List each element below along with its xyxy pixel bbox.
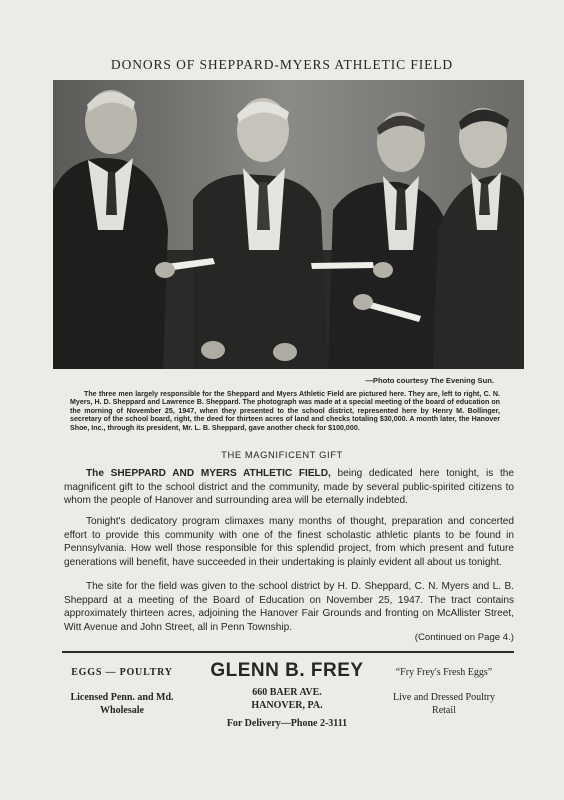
section-heading: THE MAGNIFICENT GIFT — [221, 449, 343, 460]
paragraph-2 — [64, 515, 514, 569]
paragraph-1-text: being dedicated here tonight, is the magnificent gift to the school district and the community, made by several public-spirited citizens to whom the people of Hanover and surrounding area will be eternally indebted. — [64, 468, 514, 506]
ad-phone: For Delivery—Phone 2-3111 — [226, 718, 348, 729]
ad-business-name: GLENN B. FREY — [210, 660, 364, 681]
ad-address-street: 660 BAER AVE. — [252, 687, 322, 698]
advertisement — [62, 660, 514, 730]
ad-live-dressed: Live and Dressed Poultry — [393, 692, 495, 703]
ad-wholesale: Wholesale — [100, 705, 144, 716]
continued-note: (Continued on Page 4.) — [414, 632, 514, 643]
paragraph-1 — [64, 467, 514, 508]
photo-caption: The three men largely responsible for the Sheppard and Myers Athletic Field are pictured here. They are, left to right, C. N. Myers, H. D. Sheppard and Lawrence B. Sheppard. The photograph was made at a special meeting of the board of education on the morning of November 25, 1947, when they presented to the school district, represented here by Henry M. Bollinger, secretary of the school board, right, the deed for thirteen acres of land and checks totaling $30,000. A month later, the Hanover Shoe, Inc., through its president, Mr. L. B. Sheppard, gave another check for $100,000. — [70, 390, 500, 432]
ad-licensed: Licensed Penn. and Md. — [70, 692, 174, 703]
ad-eggs-poultry: EGGS — POULTRY — [71, 667, 173, 678]
ad-retail: Retail — [432, 705, 456, 716]
ad-left-column — [62, 660, 182, 717]
field-name-bold: The SHEPPARD AND MYERS ATHLETIC FIELD, — [86, 468, 331, 479]
photo-credit: —Photo courtesy The Evening Sun. — [365, 376, 494, 385]
ad-center-column — [197, 660, 377, 729]
paragraph-3 — [64, 580, 514, 634]
photo-image — [53, 80, 524, 369]
divider — [62, 651, 514, 653]
paragraph-2-text: Tonight's dedicatory program climaxes many months of thought, preparation and concerted effort to provide this community with one of the finest scholastic athletic plants to be found in Pennsylvania. How well those responsible for this splendid project, from which present and future generations will benefit, have succeeded in their undertaking is plainly evident all about us tonight. — [64, 516, 514, 568]
paragraph-3-text: The site for the field was given to the school district by H. D. Sheppard, C. N. Myers and L. B. Sheppard at a meeting of the Board of Education on November 25, 1947. The tract contains approximately thirteen acres, adjoining the Hanover Fair Grounds and fronting on McAllister Street, Witt Avenue and John Street, all in Penn Township. — [64, 581, 514, 633]
ad-address-city: HANOVER, PA. — [251, 699, 323, 711]
donors-photograph — [53, 80, 524, 369]
ad-right-column — [374, 660, 514, 717]
page-title: DONORS OF SHEPPARD-MYERS ATHLETIC FIELD — [110, 57, 454, 72]
ad-slogan: “Fry Frey's Fresh Eggs” — [395, 667, 493, 678]
